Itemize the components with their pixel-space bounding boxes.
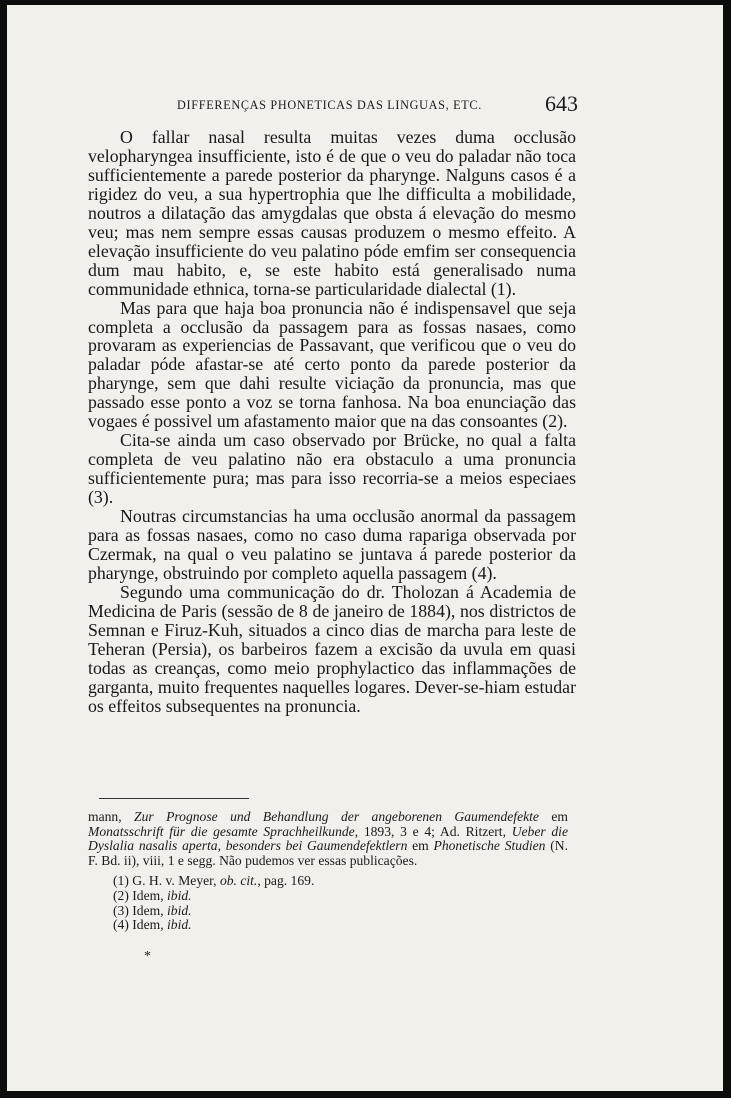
book-page (7, 5, 723, 1091)
signature-mark: * (144, 949, 151, 964)
paragraph: Mas para que haja boa pronuncia não é indispensavel que seja completa a occlusão da passagem para as fossas nasaes, como provaram as experiencias de Passavant, que verificou que o veu do paladar póde afastar-se até certo ponto da parede posterior da pharynge, sem que dahi resulte viciação da pronuncia, mas que passado esse ponto a voz se torna fanhosa. Na boa enunciação das vogaes é possivel um afastamento maior que na das consoantes (2). (88, 297, 576, 432)
footnote-2: (2) Idem, ibid. (113, 887, 192, 903)
running-header: DIFFERENÇAS PHONETICAS DAS LINGUAS, ETC. (177, 98, 482, 112)
footnote-continuation: mann, Zur Prognose und Behandlung der angeborenen Gaumendefekte em Monatsschrift für die gesamte Sprachheilkunde, 1893, 3 e 4; Ad. Ritzert, Ueber die Dyslalia nasalis aperta, besonders bei Gaumendefektlern em Phonetische Studien (N. F. Bd. ii), viii, 1 e segg. Não pudemos ver essas publicações. (88, 809, 568, 868)
main-text (88, 128, 576, 716)
footnotes (88, 810, 568, 933)
footnote-separator (99, 798, 249, 799)
paragraph: O fallar nasal resulta muitas vezes duma occlusão velopharyngea insufficiente, isto é de que o veu do paladar não toca sufficientemente a parede posterior da pharynge. Nalguns casos é a rigidez do veu, a sua hypertrophia que lhe difficulta a mobilidade, noutros a dilatação das amygdalas que obsta á elevação do mesmo veu; mas nem sempre essas causas produzem o mesmo effeito. A elevação insufficiente do veu palatino póde emfim ser consequencia dum mau habito, e, se este habito está generalisado numa communidade ethnica, torna-se particularidade dialectal (1). (88, 127, 576, 299)
paragraph: Segundo uma communicação do dr. Tholozan á Academia de Medicina de Paris (sessão de 8 de janeiro de 1884), nos districtos de Semnan e Firuz-Kuh, situados a cinco dias de marcha para leste de Teheran (Persia), os barbeiros fazem a excisão da uvula em quasi todas as creanças, como meio prophylactico das inflammações de garganta, muito frequentes naquelles logares. Dever-se-hiam estudar os effeitos subsequentes na pronuncia. (88, 581, 576, 716)
footnote-3: (3) Idem, ibid. (113, 902, 192, 918)
page-number: 643 (545, 91, 578, 116)
paragraph: Cita-se ainda um caso observado por Brücke, no qual a falta completa de veu palatino não era obstaculo a uma pronuncia sufficientemente pura; mas para isso recorria-se a meios especiaes (3). (88, 430, 576, 508)
paragraph: Noutras circumstancias ha uma occlusão anormal da passagem para as fossas nasaes, como no caso duma rapariga observada por Czermak, na qual o veu palatino se juntava á parede posterior da pharynge, obstruindo por completo aquella passagem (4). (88, 506, 576, 583)
footnote-1: (1) G. H. v. Meyer, ob. cit., pag. 169. (113, 873, 315, 889)
footnote-4: (4) Idem, ibid. (113, 917, 192, 933)
